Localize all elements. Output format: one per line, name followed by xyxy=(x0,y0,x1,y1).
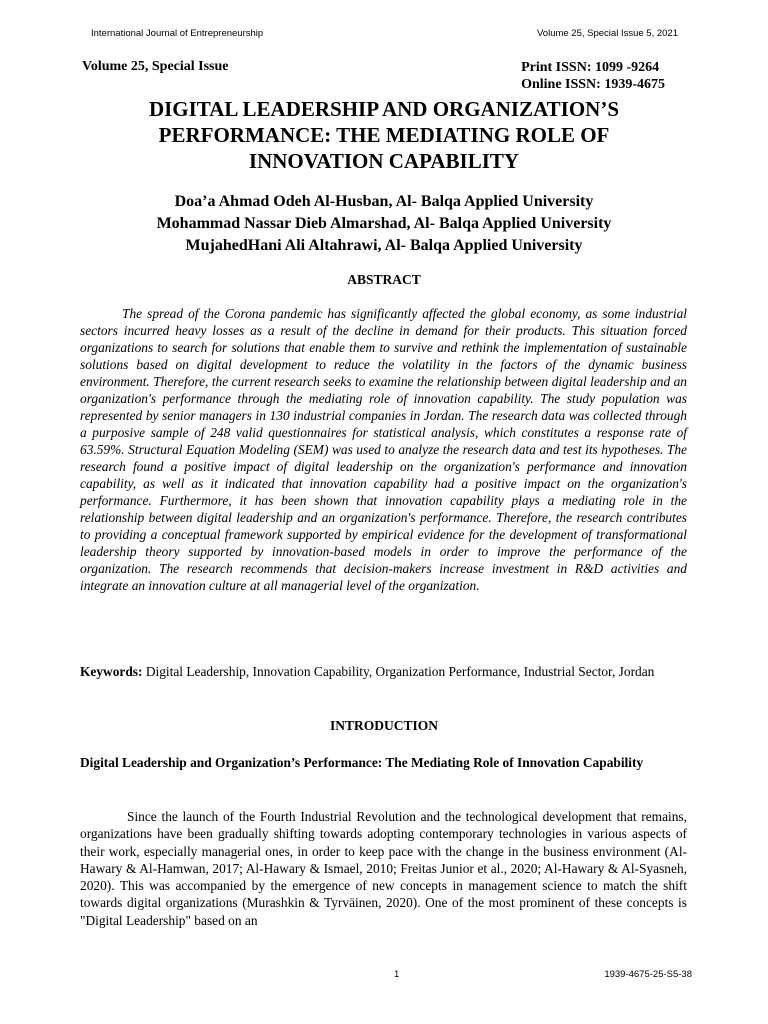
keywords xyxy=(80,663,687,680)
author-line: MujahedHani Ali Altahrawi, Al- Balqa Applied University xyxy=(185,237,583,254)
volume-label: Volume 25, Special Issue xyxy=(82,59,229,74)
introduction-heading: INTRODUCTION xyxy=(329,718,438,733)
page-number: 1 xyxy=(394,969,400,980)
paper-title xyxy=(80,96,688,174)
title-line: INNOVATION CAPABILITY xyxy=(248,149,520,173)
running-header-journal: International Journal of Entrepreneurship xyxy=(91,28,264,39)
running-header-volume: Volume 25, Special Issue 5, 2021 xyxy=(536,28,678,39)
issn-block xyxy=(521,59,665,93)
print-issn: Print ISSN: 1099 -9264 xyxy=(521,60,660,75)
author-list xyxy=(80,191,688,257)
author-line: Doa’a Ahmad Odeh Al-Husban, Al- Balqa Applied University xyxy=(174,193,594,210)
title-line: DIGITAL LEADERSHIP AND ORGANIZATION’S xyxy=(148,97,620,121)
article-id: 1939-4675-25-S5-38 xyxy=(604,969,692,980)
abstract-heading: ABSTRACT xyxy=(347,272,421,287)
title-line: PERFORMANCE: THE MEDIATING ROLE OF xyxy=(158,123,610,147)
section-subheading: Digital Leadership and Organization’s Performance: The Mediating Role of Innovation Capability xyxy=(80,755,644,770)
keywords-text: Digital Leadership, Innovation Capability, Organization Performance, Industrial Sector, Jordan xyxy=(142,664,655,679)
author-line: Mohammad Nassar Dieb Almarshad, Al- Balqa Applied University xyxy=(156,215,612,232)
keywords-label: Keywords: xyxy=(80,664,143,679)
body-paragraph: Since the launch of the Fourth Industrial Revolution and the technological development that remains, organizations have been gradually shifting towards adopting contemporary technologies in various aspects of their work, especially managerial ones, in order to keep pace with the change in the business environment (Al-Hawary & Al-Hamwan, 2017; Al-Hawary & Ismael, 2010; Freitas Junior et al., 2020; Al-Hawary & Al-Syasneh, 2020). This was accompanied by the emergence of new concepts in management science to match the shift towards digital organizations (Murashkin & Tyrväinen, 2020). One of the most prominent of these concepts is "Digital Leadership" based on an xyxy=(80,809,687,928)
abstract-text: The spread of the Corona pandemic has significantly affected the global economy, as some industrial sectors incurred heavy losses as a result of the decline in demand for their products. This situation forced organizations to search for solutions that enable them to survive and rethink the implementation of sustainable solutions based on digital development to reduce the volatility in the factors of the dynamic business environment. Therefore, the current research seeks to examine the relationship between digital leadership and an organization's performance through the mediating role of innovation capability. The study population was represented by senior managers in 130 industrial companies in Jordan. The research data was collected through a purposive sample of 248 valid questionnaires for statistical analysis, which constitutes a response rate of 63.59%. Structural Equation Modeling (SEM) was used to analyze the research data and test its hypotheses. The research found a positive impact of digital leadership on the organization's performance and innovation capability, as well as it indicated that innovation capability had a positive impact on the organization's performance. Furthermore, it has been shown that innovation capability plays a mediating role in the relationship between digital leadership and an organization's performance. Therefore, the research contributes to providing a conceptual framework supported by empirical evidence for the development of transformational leadership theory supported by innovation-based models in order to improve the performance of the organization. The research recommends that decision-makers increase investment in R&D activities and integrate an innovation culture at all managerial level of the organization. xyxy=(80,306,687,593)
online-issn: Online ISSN: 1939-4675 xyxy=(521,77,665,92)
